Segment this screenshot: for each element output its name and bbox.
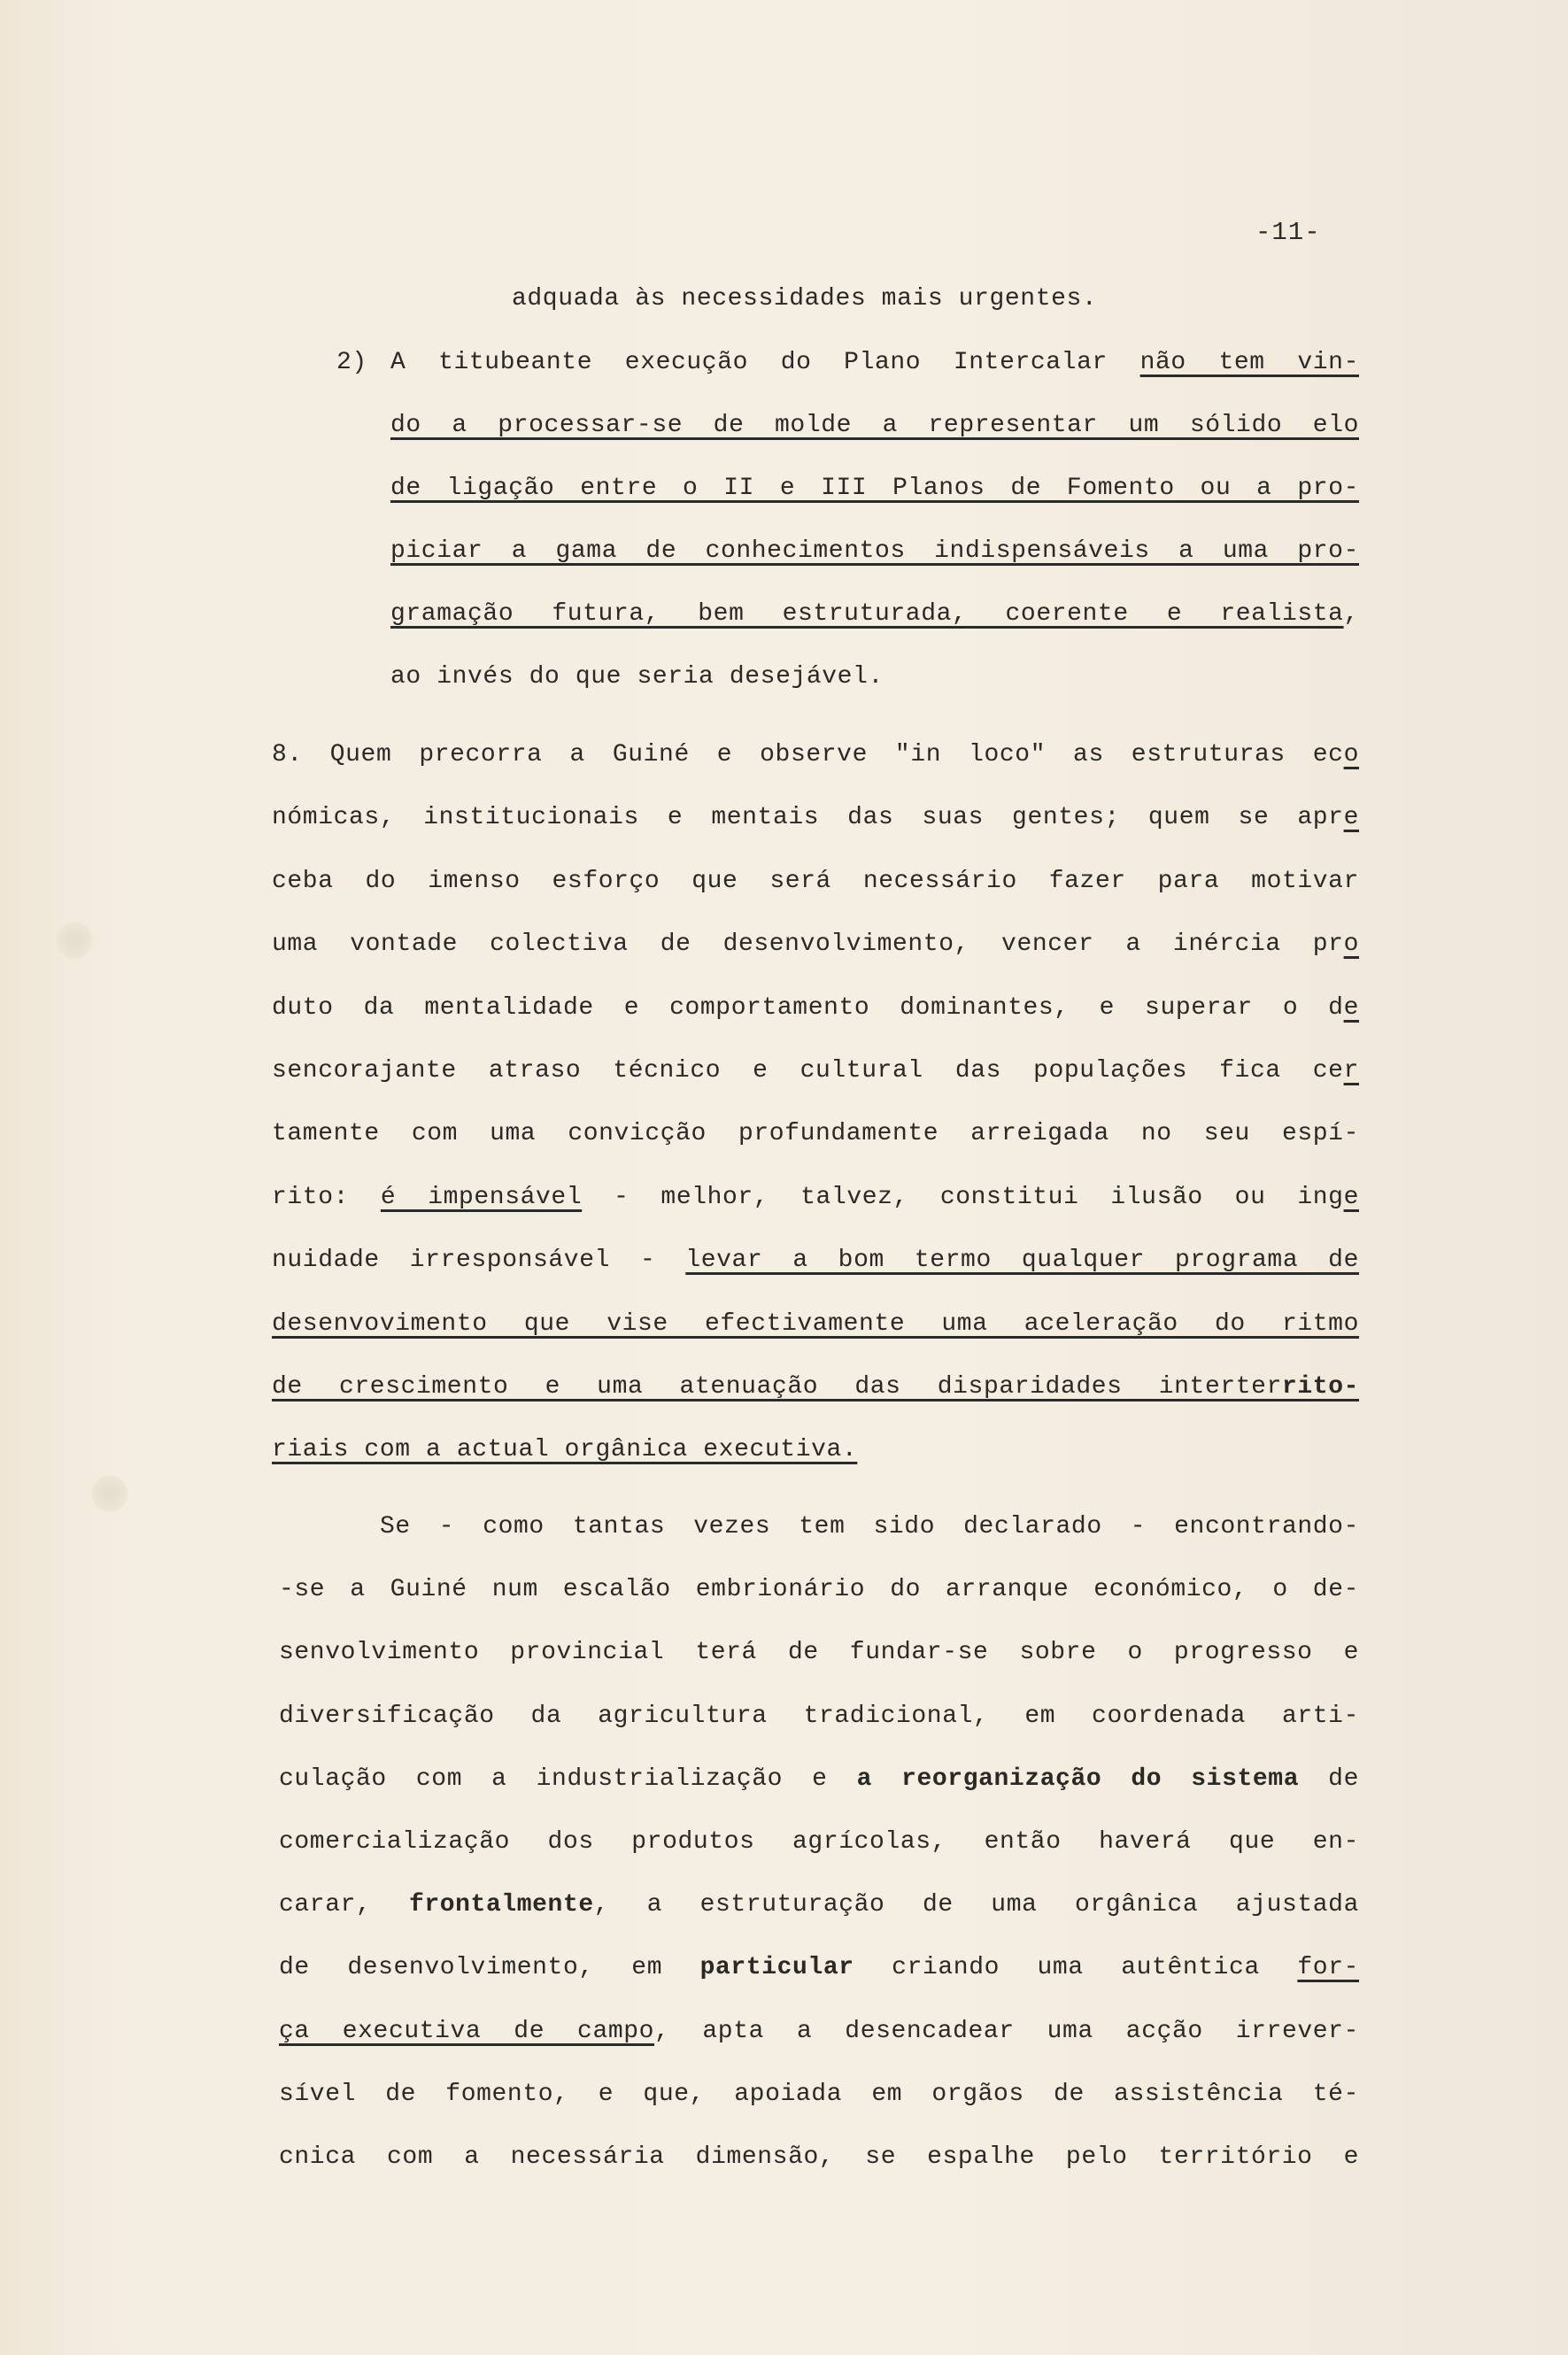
text-line: [272, 1054, 1359, 1089]
text-segment: ceba do imenso esforço que será necessário fazer para motivar: [272, 868, 1359, 895]
text-segment: nuidade irresponsável -: [272, 1247, 686, 1274]
underlined-text: desenvovimento que vise efectivamente uma aceleração do ritmo: [272, 1310, 1359, 1338]
text-line: [272, 1432, 1359, 1468]
text-segment: sencorajante atraso técnico e cultural das populações fica ce: [272, 1057, 1344, 1085]
text-line: [279, 2140, 1359, 2175]
list-marker: 2): [336, 349, 367, 376]
underlined-text: ça executiva de campo: [279, 2018, 655, 2045]
text-line: [279, 1572, 1359, 1608]
text-segment: , apta a desencadear uma acção irrever-: [654, 2018, 1359, 2045]
underlined-text: não tem vin-: [1139, 349, 1359, 376]
text-segment: 8. Quem precorra a Guiné e observe "in loco" as estruturas ec: [272, 741, 1344, 768]
text-line: [272, 737, 1359, 773]
text-line: [272, 991, 1359, 1026]
text-line: [272, 864, 1359, 900]
text-segment: Se - como tantas vezes tem sido declarado - encontrando-: [380, 1513, 1359, 1540]
underlined-text: o: [1343, 741, 1359, 768]
underlined-text: é impensável: [380, 1184, 583, 1211]
text-segment: ao invés do que seria desejável.: [390, 663, 884, 691]
punch-hole-mark: [55, 921, 94, 960]
text-line: [272, 1243, 1359, 1278]
underlined-text: levar a bom termo qualquer programa de: [685, 1247, 1359, 1274]
underlined-text: r: [1343, 1057, 1359, 1085]
text-segment: carar,: [279, 1891, 409, 1919]
text-segment: comercialização dos produtos agrícolas, então haverá que en-: [279, 1828, 1359, 1856]
underlined-text: for-: [1297, 1954, 1360, 1981]
text-line: [279, 1825, 1359, 1860]
punch-hole-mark: [90, 1474, 129, 1513]
text-segment: tamente com uma convicção profundamente arreigada no seu espí-: [272, 1120, 1359, 1147]
underlined-text: piciar a gama de conhecimentos indispensáveis a uma pro-: [390, 537, 1359, 565]
text-line: [272, 1180, 1359, 1216]
text-line: [279, 1888, 1359, 1923]
text-segment: nómicas, institucionais e mentais das suas gentes; quem se apr: [272, 804, 1344, 831]
text-line: [272, 800, 1359, 836]
underlined-text: riais com a actual orgânica executiva.: [272, 1436, 858, 1463]
text-segment: adquada às necessidades mais urgentes.: [512, 285, 1098, 313]
text-segment: -se a Guiné num escalão embrionário do arranque económico, o de-: [279, 1576, 1359, 1603]
text-line: [272, 1370, 1359, 1405]
text-line: [390, 471, 1359, 506]
bold-text: frontalmente: [408, 1891, 594, 1919]
text-line: [272, 927, 1359, 962]
text-line: [272, 1116, 1359, 1152]
text-line: [390, 408, 1359, 444]
text-line: [390, 597, 1359, 632]
page-number: -11-: [1255, 218, 1321, 247]
text-line: [390, 660, 1359, 695]
text-segment: ,: [1343, 600, 1359, 628]
text-segment: duto da mentalidade e comportamento dominantes, e superar o d: [272, 994, 1344, 1022]
underlined-text: de ligação entre o II e III Planos de Fomento ou a pro-: [390, 475, 1359, 502]
underlined-text: rito-: [1281, 1373, 1359, 1401]
text-segment: de: [1299, 1765, 1359, 1793]
text-line: [279, 1635, 1359, 1671]
text-segment: cnica com a necessária dimensão, se espalhe pelo território e: [279, 2143, 1359, 2171]
text-segment: - melhor, talvez, constitui ilusão ou ing: [582, 1184, 1344, 1211]
text-segment: A titubeante execução do Plano Intercalar: [390, 349, 1140, 376]
underlined-text: e: [1343, 994, 1359, 1022]
bold-text: a reorganização do sistema: [856, 1765, 1300, 1793]
text-segment: culação com a industrialização e: [279, 1765, 857, 1793]
bold-text: particular: [699, 1954, 854, 1981]
text-segment: de desenvolvimento, em: [279, 1954, 700, 1981]
text-line: [279, 1699, 1359, 1734]
text-segment: uma vontade colectiva de desenvolvimento, vencer a inércia pr: [272, 930, 1344, 958]
text-line: [380, 1510, 1359, 1545]
text-segment: diversificação da agricultura tradicional, em coordenada arti-: [279, 1703, 1359, 1730]
underlined-text: o: [1343, 930, 1359, 958]
underlined-text: e: [1343, 1184, 1359, 1211]
text-line: [390, 345, 1359, 381]
text-line: [279, 1950, 1359, 1986]
text-line: [279, 2014, 1359, 2050]
underlined-text: de crescimento e uma atenuação das disparidades interter: [272, 1373, 1282, 1401]
text-segment: , a estruturação de uma orgânica ajustada: [593, 1891, 1359, 1919]
underlined-text: gramação futura, bem estruturada, coerente e realista: [390, 600, 1344, 628]
underlined-text: do a processar-se de molde a representar um sólido elo: [390, 412, 1359, 439]
text-line: [512, 282, 1359, 317]
text-line: [390, 534, 1359, 569]
text-line: [279, 1762, 1359, 1797]
text-line: [279, 2077, 1359, 2112]
text-segment: rito:: [272, 1184, 381, 1211]
text-segment: senvolvimento provincial terá de fundar-se sobre o progresso e: [279, 1639, 1359, 1666]
underlined-text: e: [1343, 804, 1359, 831]
text-line: [272, 1307, 1359, 1342]
text-segment: sível de fomento, e que, apoiada em orgãos de assistência té-: [279, 2081, 1359, 2108]
text-segment: criando uma autêntica: [854, 1954, 1298, 1981]
